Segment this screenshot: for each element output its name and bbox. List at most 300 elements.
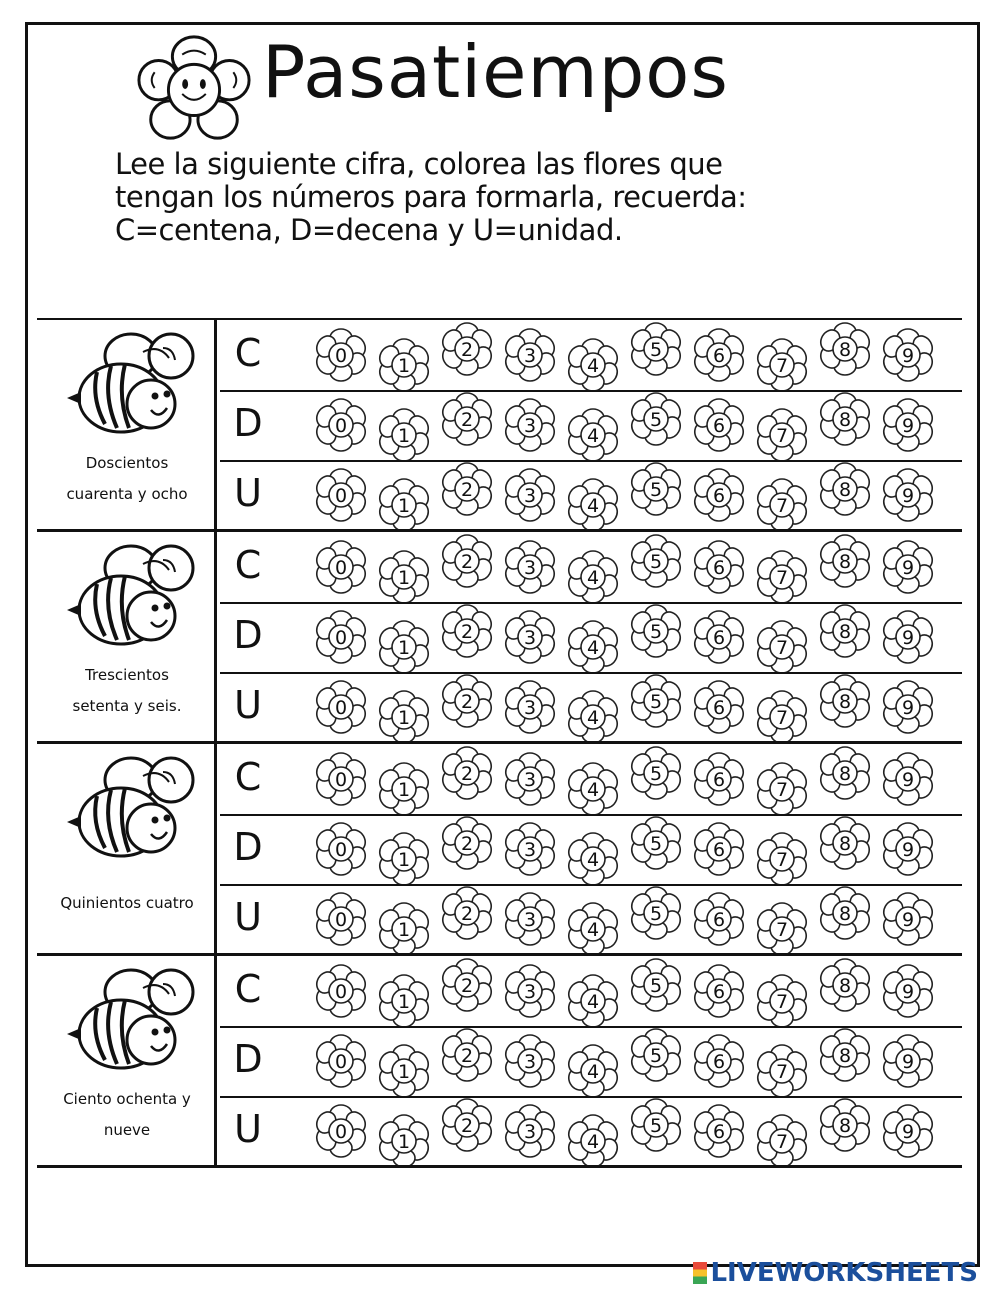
flower-digit: 9 [901,697,915,719]
flower-digit: 9 [901,769,915,791]
flower-digit: 1 [397,779,411,801]
flower-digit: 8 [838,833,852,855]
flower-0[interactable] [310,1030,372,1092]
flower-7[interactable] [751,758,813,820]
place-value-row [220,390,962,460]
flower-2[interactable] [436,600,498,662]
number-in-words [41,448,213,510]
flower-7[interactable] [751,898,813,960]
flower-9[interactable] [877,1100,939,1162]
place-value-letter: C [234,967,262,1011]
flower-3[interactable] [499,536,561,598]
number-words-line: cuarenta y ocho [66,485,188,503]
flower-digit: 0 [334,839,348,861]
flower-3[interactable] [499,1100,561,1162]
flower-digit: 0 [334,981,348,1003]
flower-4[interactable] [562,474,624,536]
flower-9[interactable] [877,606,939,668]
flower-digit: 2 [460,1115,474,1137]
flower-6[interactable] [688,536,750,598]
place-value-row [220,884,962,954]
flower-digit: 0 [334,557,348,579]
place-value-letter: C [234,331,262,375]
flower-digit: 9 [901,627,915,649]
flower-digit: 1 [397,567,411,589]
flower-8[interactable] [814,812,876,874]
flower-5[interactable] [625,670,687,732]
flower-2[interactable] [436,742,498,804]
flower-digit: 2 [460,903,474,925]
place-value-letter: U [234,471,262,515]
flower-digit: 7 [775,425,789,447]
flower-digit: 8 [838,903,852,925]
flower-8[interactable] [814,458,876,520]
flower-5[interactable] [625,882,687,944]
flower-3[interactable] [499,1030,561,1092]
flower-0[interactable] [310,818,372,880]
place-value-letter: D [233,1037,263,1081]
flower-8[interactable] [814,742,876,804]
flower-4[interactable] [562,404,624,466]
flower-2[interactable] [436,388,498,450]
flower-5[interactable] [625,318,687,380]
flower-4[interactable] [562,546,624,608]
flower-6[interactable] [688,394,750,456]
flower-digit: 7 [775,849,789,871]
flower-digit: 7 [775,707,789,729]
flower-digit: 9 [901,839,915,861]
flower-digit: 5 [649,691,663,713]
flower-4[interactable] [562,898,624,960]
place-value-letter: D [233,613,263,657]
flower-digit: 0 [334,415,348,437]
place-value-letter: U [234,1107,262,1151]
flower-1[interactable] [373,404,435,466]
flower-2[interactable] [436,530,498,592]
smiling-flower-icon [135,32,253,144]
flower-1[interactable] [373,686,435,748]
number-words-line: setenta y seis. [72,697,182,715]
flower-4[interactable] [562,828,624,890]
flower-digit: 4 [586,919,600,941]
flower-digit: 1 [397,1061,411,1083]
flower-digit: 8 [838,975,852,997]
flower-digit: 0 [334,627,348,649]
flower-digit: 1 [397,991,411,1013]
flower-9[interactable] [877,888,939,950]
flower-5[interactable] [625,812,687,874]
flower-digit: 6 [712,769,726,791]
flower-digit: 1 [397,355,411,377]
flower-8[interactable] [814,1024,876,1086]
flower-9[interactable] [877,324,939,386]
flower-3[interactable] [499,394,561,456]
number-label-cell [37,954,217,1166]
flower-0[interactable] [310,324,372,386]
flower-2[interactable] [436,670,498,732]
flower-digit: 4 [586,495,600,517]
flower-digit: 6 [712,909,726,931]
flower-digit: 9 [901,1121,915,1143]
flower-5[interactable] [625,742,687,804]
flower-digit: 5 [649,763,663,785]
flower-digit: 2 [460,551,474,573]
instruction-line: Lee la siguiente cifra, colorea las flores que [115,147,723,181]
flower-digit: 4 [586,707,600,729]
flower-digit: 5 [649,1045,663,1067]
flower-digit: 2 [460,763,474,785]
flower-digit: 7 [775,355,789,377]
flower-2[interactable] [436,812,498,874]
flower-6[interactable] [688,464,750,526]
number-words-line: Trescientos [85,666,169,684]
flower-8[interactable] [814,882,876,944]
flower-digit: 6 [712,485,726,507]
flower-7[interactable] [751,686,813,748]
flower-2[interactable] [436,318,498,380]
flower-digit: 5 [649,833,663,855]
flower-8[interactable] [814,530,876,592]
flower-4[interactable] [562,1040,624,1102]
place-value-letter: U [234,683,262,727]
flower-options [310,672,950,742]
flower-digit: 9 [901,909,915,931]
flower-7[interactable] [751,404,813,466]
flower-options [310,602,950,672]
flower-8[interactable] [814,388,876,450]
flower-digit: 5 [649,479,663,501]
flower-4[interactable] [562,758,624,820]
place-value-row [220,1096,962,1166]
flower-7[interactable] [751,474,813,536]
number-group [37,954,962,1166]
flower-0[interactable] [310,606,372,668]
flower-digit: 6 [712,697,726,719]
flower-digit: 6 [712,839,726,861]
flower-digit: 4 [586,1061,600,1083]
flower-1[interactable] [373,970,435,1032]
flower-digit: 3 [523,839,537,861]
place-value-row [220,460,962,530]
flower-digit: 8 [838,691,852,713]
flower-6[interactable] [688,888,750,950]
number-in-words [41,660,213,722]
flower-digit: 8 [838,1115,852,1137]
flower-4[interactable] [562,334,624,396]
flower-digit: 2 [460,833,474,855]
flower-4[interactable] [562,1110,624,1172]
flower-8[interactable] [814,954,876,1016]
flower-5[interactable] [625,458,687,520]
flower-9[interactable] [877,536,939,598]
flower-0[interactable] [310,394,372,456]
flower-digit: 3 [523,981,537,1003]
flower-2[interactable] [436,1094,498,1156]
flower-9[interactable] [877,464,939,526]
flower-0[interactable] [310,676,372,738]
bee-icon [59,746,199,866]
flower-digit: 0 [334,345,348,367]
flower-digit: 4 [586,425,600,447]
flower-options [310,320,950,390]
liveworksheets-logo-icon [693,1262,707,1284]
flower-options [310,390,950,460]
flower-digit: 4 [586,637,600,659]
number-group [37,530,962,742]
flower-1[interactable] [373,616,435,678]
flower-digit: 6 [712,415,726,437]
number-label-cell [37,530,217,742]
place-value-row [220,532,962,602]
flower-6[interactable] [688,960,750,1022]
flower-options [310,1026,950,1096]
flower-7[interactable] [751,616,813,678]
flower-digit: 8 [838,621,852,643]
flower-0[interactable] [310,748,372,810]
flower-digit: 2 [460,621,474,643]
place-value-letter: D [233,401,263,445]
flower-digit: 9 [901,485,915,507]
flower-4[interactable] [562,970,624,1032]
flower-digit: 6 [712,1121,726,1143]
flower-digit: 9 [901,345,915,367]
flower-8[interactable] [814,670,876,732]
worksheet-table [37,318,962,1165]
flower-1[interactable] [373,474,435,536]
flower-digit: 2 [460,975,474,997]
flower-digit: 3 [523,345,537,367]
flower-4[interactable] [562,686,624,748]
flower-3[interactable] [499,606,561,668]
flower-9[interactable] [877,394,939,456]
flower-0[interactable] [310,960,372,1022]
flower-3[interactable] [499,818,561,880]
flower-1[interactable] [373,546,435,608]
place-value-letter: C [234,755,262,799]
place-value-row [220,1026,962,1096]
flower-6[interactable] [688,818,750,880]
flower-digit: 4 [586,355,600,377]
flower-options [310,744,950,814]
flower-2[interactable] [436,954,498,1016]
flower-digit: 4 [586,567,600,589]
flower-6[interactable] [688,324,750,386]
flower-digit: 6 [712,1051,726,1073]
flower-5[interactable] [625,600,687,662]
flower-options [310,956,950,1026]
flower-digit: 9 [901,415,915,437]
flower-8[interactable] [814,600,876,662]
flower-1[interactable] [373,334,435,396]
flower-9[interactable] [877,818,939,880]
flower-digit: 5 [649,409,663,431]
flower-3[interactable] [499,748,561,810]
flower-digit: 6 [712,345,726,367]
number-in-words [41,888,213,919]
flower-7[interactable] [751,546,813,608]
flower-digit: 3 [523,697,537,719]
flower-5[interactable] [625,954,687,1016]
flower-digit: 7 [775,1061,789,1083]
flower-digit: 7 [775,991,789,1013]
flower-digit: 1 [397,1131,411,1153]
flower-digit: 3 [523,415,537,437]
flower-digit: 8 [838,339,852,361]
bee-icon [59,322,199,442]
number-words-line: Doscientos [85,454,169,472]
flower-digit: 1 [397,425,411,447]
flower-digit: 0 [334,697,348,719]
flower-digit: 2 [460,691,474,713]
flower-digit: 3 [523,627,537,649]
flower-8[interactable] [814,1094,876,1156]
flower-3[interactable] [499,324,561,386]
flower-digit: 0 [334,909,348,931]
flower-digit: 8 [838,1045,852,1067]
flower-digit: 4 [586,779,600,801]
flower-0[interactable] [310,536,372,598]
number-in-words [41,1084,213,1146]
flower-6[interactable] [688,1030,750,1092]
number-words-line: Ciento ochenta y [63,1090,191,1108]
flower-digit: 3 [523,769,537,791]
flower-9[interactable] [877,748,939,810]
flower-options [310,460,950,530]
liveworksheets-watermark [693,1258,978,1288]
flower-5[interactable] [625,1024,687,1086]
number-label-cell [37,742,217,954]
flower-digit: 6 [712,557,726,579]
flower-5[interactable] [625,530,687,592]
flower-digit: 4 [586,849,600,871]
flower-digit: 6 [712,981,726,1003]
flower-digit: 5 [649,1115,663,1137]
number-words-line: nueve [103,1121,151,1139]
flower-3[interactable] [499,888,561,950]
flower-digit: 0 [334,485,348,507]
flower-digit: 8 [838,479,852,501]
flower-digit: 7 [775,1131,789,1153]
bee-icon [59,534,199,654]
flower-digit: 2 [460,479,474,501]
flower-digit: 6 [712,627,726,649]
flower-options [310,884,950,954]
flower-digit: 0 [334,1121,348,1143]
flower-digit: 8 [838,551,852,573]
flower-1[interactable] [373,758,435,820]
flower-0[interactable] [310,1100,372,1162]
flower-options [310,1096,950,1166]
flower-0[interactable] [310,888,372,950]
flower-digit: 7 [775,637,789,659]
flower-7[interactable] [751,970,813,1032]
flower-0[interactable] [310,464,372,526]
flower-7[interactable] [751,1110,813,1172]
flower-digit: 0 [334,1051,348,1073]
flower-7[interactable] [751,1040,813,1102]
flower-3[interactable] [499,960,561,1022]
flower-6[interactable] [688,1100,750,1162]
number-words-line: Quinientos cuatro [60,894,194,912]
flower-digit: 2 [460,1045,474,1067]
flower-5[interactable] [625,388,687,450]
number-group [37,742,962,954]
flower-digit: 7 [775,779,789,801]
page-title: Pasatiempos [262,30,729,114]
flower-digit: 1 [397,707,411,729]
flower-digit: 2 [460,409,474,431]
flower-1[interactable] [373,1110,435,1172]
flower-digit: 7 [775,495,789,517]
place-value-row [220,602,962,672]
flower-4[interactable] [562,616,624,678]
number-label-cell [37,318,217,530]
flower-digit: 5 [649,975,663,997]
place-value-letter: U [234,895,262,939]
flower-options [310,814,950,884]
flower-digit: 3 [523,1051,537,1073]
flower-3[interactable] [499,464,561,526]
flower-8[interactable] [814,318,876,380]
flower-digit: 1 [397,919,411,941]
number-group [37,318,962,530]
flower-6[interactable] [688,606,750,668]
flower-digit: 9 [901,557,915,579]
flower-7[interactable] [751,334,813,396]
flower-digit: 5 [649,903,663,925]
flower-2[interactable] [436,1024,498,1086]
flower-1[interactable] [373,898,435,960]
flower-6[interactable] [688,748,750,810]
flower-digit: 7 [775,567,789,589]
flower-digit: 0 [334,769,348,791]
flower-digit: 3 [523,1121,537,1143]
flower-1[interactable] [373,828,435,890]
instructions [115,148,875,247]
flower-7[interactable] [751,828,813,890]
flower-1[interactable] [373,1040,435,1102]
place-value-letter: C [234,543,262,587]
flower-digit: 8 [838,763,852,785]
flower-digit: 1 [397,495,411,517]
place-value-row [220,320,962,390]
flower-2[interactable] [436,458,498,520]
table-rule [37,1165,962,1168]
place-value-row [220,744,962,814]
flower-5[interactable] [625,1094,687,1156]
flower-digit: 9 [901,981,915,1003]
place-value-letter: D [233,825,263,869]
flower-digit: 4 [586,991,600,1013]
flower-digit: 3 [523,909,537,931]
flower-digit: 5 [649,339,663,361]
flower-3[interactable] [499,676,561,738]
flower-9[interactable] [877,676,939,738]
flower-2[interactable] [436,882,498,944]
flower-9[interactable] [877,960,939,1022]
flower-9[interactable] [877,1030,939,1092]
place-value-row [220,956,962,1026]
place-value-row [220,814,962,884]
flower-digit: 4 [586,1131,600,1153]
flower-digit: 3 [523,557,537,579]
flower-digit: 9 [901,1051,915,1073]
flower-options [310,532,950,602]
flower-digit: 3 [523,485,537,507]
flower-digit: 1 [397,637,411,659]
flower-6[interactable] [688,676,750,738]
place-value-row [220,672,962,742]
